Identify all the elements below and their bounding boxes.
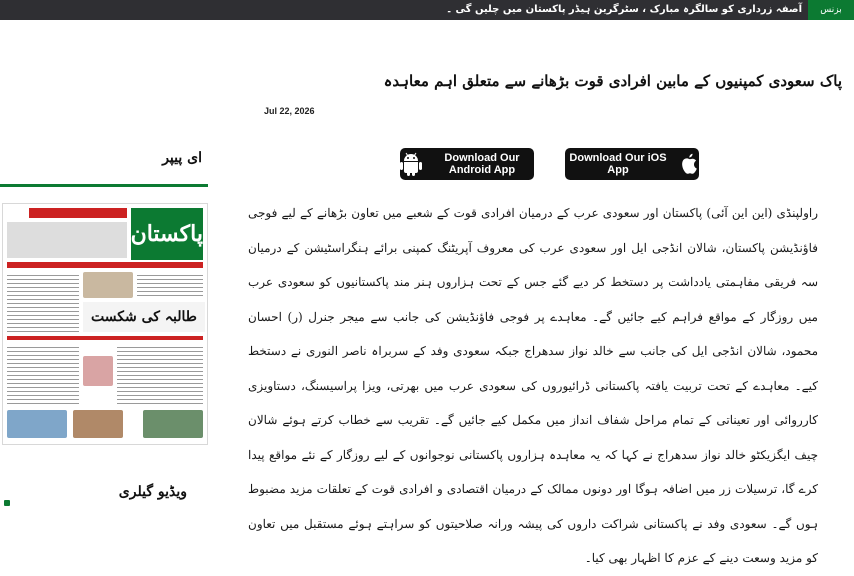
- epaper-red-strip: [7, 336, 203, 340]
- epaper-photo: [143, 410, 203, 438]
- ticker-badge[interactable]: بزنس: [808, 0, 854, 20]
- android-app-button[interactable]: [400, 148, 534, 180]
- epaper-photo: [7, 410, 67, 438]
- epaper-heading: ای پیپر: [162, 150, 202, 166]
- epaper-portrait: [83, 356, 113, 386]
- android-icon: [400, 152, 422, 176]
- article-body: راولپنڈی (این این آئی) پاکستان اور سعودی عرب کے درمیان افرادی قوت کے شعبے میں تعاون بڑھانے کے لیے فوجی فاؤنڈیشن پاکستان، شالان انڈجی ایل اور سعودی عرب کی معروف آپریٹنگ کمپنی برائے ہنگراسٹیشن کے درمیان سہ فریقی مفاہمتی یادداشت پر دستخط کر دیے گئے جس کے تحت ہزاروں ہنر مند پاکستانیوں کو سعودی عرب میں روزگار کے مواقع فراہم کیے جائیں گے۔ معاہدے پر فوجی فاؤنڈیشن کی جانب سے میجر جنرل (ر) احسان محمود، شالان انڈجی ایل کی جانب سے خالد نواز سدھراج جبکہ سعودی وفد کے سربراہ ناصر النوری نے دستخط کیے۔ معاہدے کے تحت تربیت یافتہ پاکستانی ڈرائیوروں کی سعودی عرب میں بھرتی، ویزا پراسیسنگ، دستاویزی کارروائی اور تعیناتی کے تمام مراحل شفاف انداز میں مکمل کیے جائیں گے۔ تقریب سے خطاب کرتے ہوئے شالان چیف ایگزیکٹو خالد نواز سدھراج نے کہا کہ یہ معاہدہ ہزاروں پاکستانی نوجوانوں کے لیے روزگار کے نئے مواقع پیدا کرے گا، ترسیلات زر میں اضافہ ہوگا اور دونوں ممالک کے درمیان اقتصادی و افرادی قوت کے تعلقات مزید مضبوط ہوں گے۔ سعودی وفد نے پاکستانی شراکت داروں کی پیشہ ورانہ صلاحیتوں کو سراہتے ہوئے مستقبل میں تعاون کو مزید وسعت دینے کے عزم کا اظہار بھی کیا۔: [248, 206, 818, 565]
- epaper-text-column: [7, 344, 79, 404]
- ticker-headline[interactable]: آصفہ زرداری کو سالگرہ مبارک ، سٹرگرین ہیڈر پاکستان میں چلیں گی ۔: [446, 4, 802, 15]
- ios-app-button[interactable]: [565, 148, 699, 180]
- epaper-text-column: [137, 272, 203, 298]
- news-ticker: [0, 0, 854, 20]
- android-app-label: Download Our Android App: [444, 152, 520, 176]
- sidebar-divider: [0, 184, 208, 187]
- epaper-photo: [73, 410, 123, 438]
- epaper-ad-block: [7, 222, 127, 258]
- article-date: Jul 22, 2026: [264, 106, 315, 116]
- epaper-masthead: پاکستان: [131, 208, 203, 260]
- epaper-thumbnail[interactable]: [2, 203, 208, 445]
- article-title: پاک سعودی کمپنیوں کے مابین افرادی قوت بڑھانے سے متعلق اہم معاہدہ: [383, 72, 842, 91]
- video-gallery-heading: ویڈیو گیلری: [118, 484, 187, 500]
- apple-icon: [679, 152, 699, 176]
- ios-app-label: Download Our iOS App: [569, 152, 667, 176]
- epaper-photo: [83, 272, 133, 298]
- epaper-text-column: [117, 344, 203, 404]
- epaper-red-strip: [7, 262, 203, 268]
- epaper-text-column: [7, 272, 79, 332]
- sidebar-bullet: [4, 500, 10, 506]
- epaper-headline: طالبہ کی شکست: [83, 302, 205, 332]
- epaper-top-banner: [29, 208, 127, 218]
